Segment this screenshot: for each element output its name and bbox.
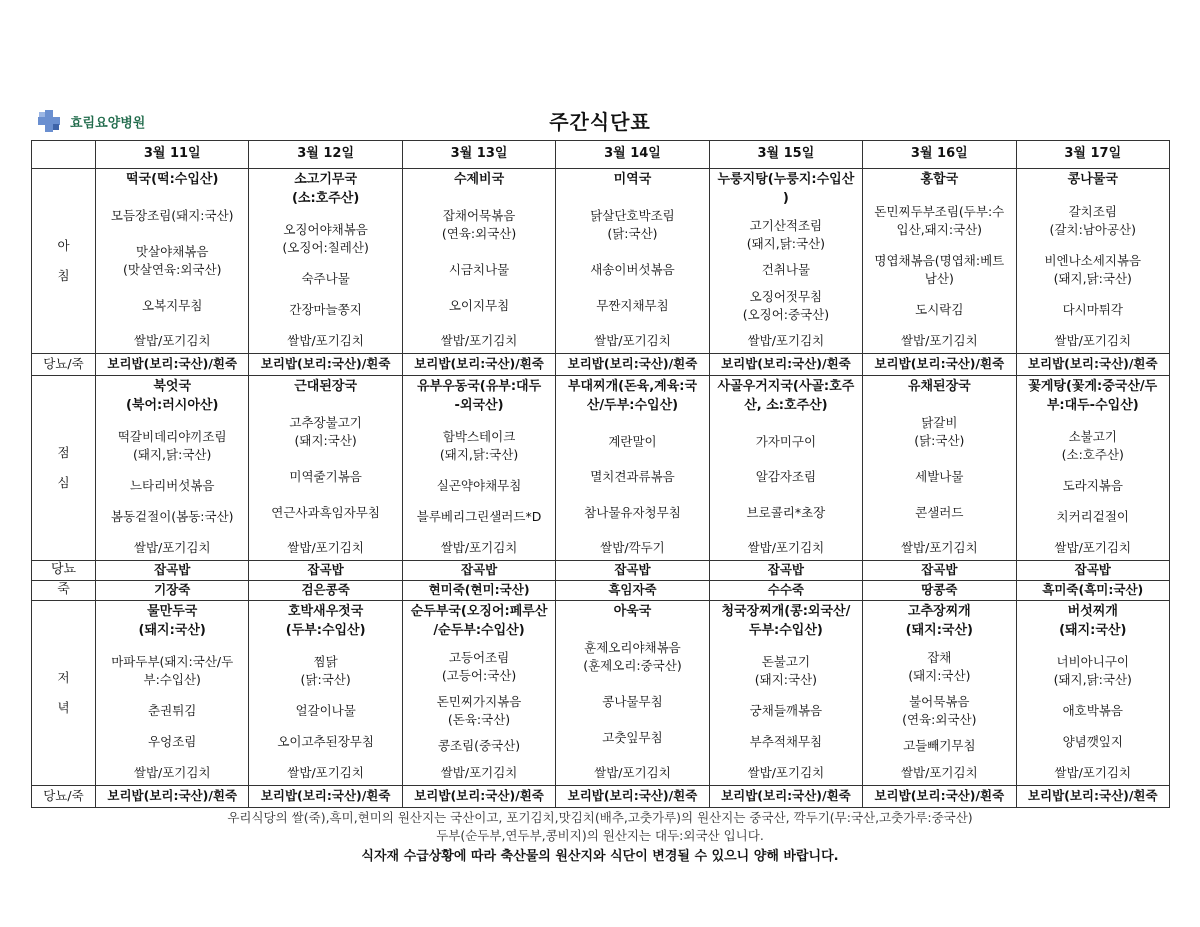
- breakfast-gruel-cell: 보리밥(보리:국산)/흰죽: [402, 354, 555, 376]
- menu-cell: [863, 376, 1016, 561]
- side-dish: 콩나물무침: [602, 693, 663, 709]
- side-dish: 쌀밥/포기김치: [900, 333, 978, 349]
- main-dish: 누룽지탕(누룽지:수입산 ): [717, 172, 855, 206]
- lunch-label-1: 점: [57, 444, 70, 460]
- dinner-gruel-label: 당뇨/죽: [32, 786, 96, 808]
- side-dish: 고추장불고기 (돼지:국산): [289, 414, 362, 449]
- menu-cell: [249, 376, 402, 561]
- menu-cell: [402, 601, 555, 786]
- origin-note-2: 두부(순두부,연두부,콩비지)의 원산지는 대두:외국산 입니다.: [436, 828, 764, 843]
- lunch-diabetic-cell: 잡곡밥: [709, 561, 862, 581]
- main-dish: 청국장찌개(콩:외국산/ 두부:수입산): [721, 604, 851, 638]
- main-dish: 소고기무국 (소:호주산): [291, 172, 360, 206]
- side-dish: 궁채들깨볶음: [749, 702, 823, 718]
- notice: 식자재 수급상황에 따라 축산물의 원산지와 식단이 변경될 수 있으니 양해 바랍니다.: [361, 849, 839, 864]
- side-dish: 무짠지채무침: [596, 297, 669, 313]
- side-dish: 쌀밥/포기김치: [594, 333, 671, 349]
- side-dish: 멸치견과류볶음: [590, 469, 675, 485]
- dinner-gruel-row: [32, 786, 1170, 808]
- lunch-label: [32, 376, 96, 561]
- side-dish: 오징어젓무침 (오징어:중국산): [742, 288, 830, 322]
- day-header: 3월 12일: [249, 141, 402, 169]
- dinner-label-2: 녁: [57, 700, 70, 715]
- side-dish: 봄동겉절이(봄동:국산): [110, 509, 234, 525]
- side-dish: 고들빼기무침: [903, 738, 976, 754]
- main-dish: 버섯찌개 (돼지:국산): [1059, 604, 1127, 638]
- side-dish: 쌀밥/포기김치: [747, 540, 825, 556]
- side-dish: 오복지무침: [142, 297, 203, 313]
- side-dish: 쌀밥/포기김치: [287, 540, 364, 556]
- breakfast-gruel-cell: 보리밥(보리:국산)/흰죽: [249, 354, 402, 376]
- dinner-gruel-cell: 보리밥(보리:국산)/흰죽: [249, 786, 402, 808]
- lunch-gruel-cell: 땅콩죽: [863, 581, 1016, 601]
- main-dish: 미역국: [613, 172, 652, 188]
- menu-cell: [402, 169, 555, 354]
- lunch-gruel-cell: 현미죽(현미:국산): [402, 581, 555, 601]
- corner-cell: [32, 141, 96, 169]
- menu-cell: [709, 601, 862, 786]
- dinner-gruel-cell: 보리밥(보리:국산)/흰죽: [709, 786, 862, 808]
- side-dish: 치커리겉절이: [1056, 509, 1129, 525]
- hospital-name: 효림요양병원: [70, 115, 146, 131]
- side-dish: 돈민찌가지볶음 (돈육:국산): [436, 693, 522, 727]
- side-dish: 오징어야채볶음 (오징어:칠레산): [282, 221, 369, 256]
- day-header: 3월 17일: [1016, 141, 1169, 169]
- weekly-menu-table: [31, 140, 1170, 808]
- menu-cell: [556, 601, 709, 786]
- menu-cell: [249, 169, 402, 354]
- main-dish: 수제비국: [453, 172, 505, 188]
- side-dish: 쌀밥/포기김치: [1054, 540, 1132, 556]
- dinner-label-1: 저: [57, 669, 70, 685]
- main-dish: 부대찌개(돈육,계육:국 산/두부:수입산): [567, 379, 698, 413]
- side-dish: 도라지볶음: [1062, 477, 1123, 493]
- menu-cell: [249, 601, 402, 786]
- side-dish: 세발나물: [915, 468, 964, 484]
- main-dish: 북엇국 (북어:러시아산): [125, 379, 219, 413]
- side-dish: 닭살단호박조림 (닭:국산): [590, 207, 675, 242]
- breakfast-gruel-cell: 보리밥(보리:국산)/흰죽: [556, 354, 709, 376]
- lunch-diabetic-cell: 잡곡밥: [96, 561, 249, 581]
- day-header: 3월 11일: [96, 141, 249, 169]
- main-dish: 유채된장국: [907, 379, 971, 395]
- menu-cell: [863, 169, 1016, 354]
- side-dish: 훈제오리야채볶음 (훈제오리:중국산): [583, 639, 682, 674]
- main-dish: 순두부국(오징어:페루산 /순두부:수입산): [410, 604, 548, 638]
- lunch-label-2: 심: [57, 475, 70, 490]
- side-dish: 콩조림(중국산): [437, 738, 521, 754]
- side-dish: 알감자조림: [755, 469, 817, 485]
- dinner-gruel-cell: 보리밥(보리:국산)/흰죽: [402, 786, 555, 808]
- side-dish: 떡갈비데리야끼조림 (돼지,닭:국산): [117, 428, 227, 463]
- lunch-diabetic-row: [32, 561, 1170, 581]
- side-dish: 느타리버섯볶음: [129, 477, 215, 493]
- lunch-diabetic-label: 당뇨: [32, 561, 96, 581]
- side-dish: 쌀밥/포기김치: [1054, 765, 1132, 781]
- side-dish: 명엽채볶음(명엽채:베트 남산): [874, 252, 1005, 286]
- side-dish: 쌀밥/포기김치: [747, 333, 825, 349]
- side-dish: 쌀밥/포기김치: [287, 765, 364, 781]
- side-dish: 새송이버섯볶음: [590, 261, 675, 277]
- side-dish: 간장마늘쫑지: [289, 302, 362, 318]
- side-dish: 쌀밥/포기김치: [1054, 333, 1132, 349]
- breakfast-gruel-cell: 보리밥(보리:국산)/흰죽: [863, 354, 1016, 376]
- side-dish: 숙주나물: [301, 270, 350, 286]
- dinner-label: [32, 601, 96, 786]
- menu-cell: [1016, 376, 1169, 561]
- side-dish: 블루베리그린샐러드*D: [416, 509, 542, 525]
- side-dish: 콘샐러드: [915, 504, 964, 520]
- side-dish: 미역줄기볶음: [289, 468, 362, 484]
- breakfast-gruel-cell: 보리밥(보리:국산)/흰죽: [709, 354, 862, 376]
- dinner-gruel-cell: 보리밥(보리:국산)/흰죽: [96, 786, 249, 808]
- lunch-gruel-cell: 흑임자죽: [556, 581, 709, 601]
- side-dish: 너비아니구이 (돼지,닭:국산): [1053, 653, 1132, 688]
- menu-cell: [96, 169, 249, 354]
- lunch-row: [32, 376, 1170, 561]
- side-dish: 고춧잎무침: [602, 729, 663, 745]
- breakfast-gruel-cell: 보리밥(보리:국산)/흰죽: [1016, 354, 1169, 376]
- lunch-diabetic-cell: 잡곡밥: [402, 561, 555, 581]
- side-dish: 부추적채무침: [749, 734, 823, 750]
- side-dish: 쌀밥/깍두기: [600, 540, 665, 556]
- side-dish: 맛살야채볶음 (맛살연육:외국산): [122, 243, 222, 277]
- menu-cell: [96, 376, 249, 561]
- lunch-diabetic-cell: 잡곡밥: [556, 561, 709, 581]
- lunch-gruel-label: 죽: [32, 581, 96, 601]
- side-dish: 함박스테이크 (돼지,닭:국산): [439, 428, 519, 463]
- lunch-diabetic-cell: 잡곡밥: [249, 561, 402, 581]
- side-dish: 오이고추된장무침: [277, 734, 374, 750]
- breakfast-label-1: 아: [57, 237, 70, 253]
- side-dish: 가자미구이: [755, 433, 817, 449]
- side-dish: 쌀밥/포기김치: [133, 333, 211, 349]
- side-dish: 건취나물: [761, 262, 811, 278]
- side-dish: 닭갈비 (닭:국산): [914, 414, 965, 449]
- side-dish: 춘권튀김: [148, 702, 197, 718]
- side-dish: 쌀밥/포기김치: [440, 540, 518, 556]
- side-dish: 오이지무침: [448, 297, 510, 313]
- main-dish: 유부우동국(유부:대두 -외국산): [416, 379, 542, 413]
- main-dish: 아욱국: [613, 604, 652, 620]
- breakfast-gruel-label: 당뇨/죽: [32, 354, 96, 376]
- main-dish: 근대된장국: [294, 379, 358, 395]
- lunch-gruel-row: [32, 581, 1170, 601]
- breakfast-label-2: 침: [57, 268, 70, 283]
- side-dish: 우엉조림: [148, 734, 197, 750]
- breakfast-label: [32, 169, 96, 354]
- main-dish: 호박새우젓국 (두부:수입산): [285, 604, 366, 638]
- side-dish: 쌀밥/포기김치: [594, 765, 671, 781]
- menu-cell: [402, 376, 555, 561]
- side-dish: 참나물유자청무침: [584, 504, 681, 520]
- side-dish: 잡채어묵볶음 (연육:외국산): [441, 207, 517, 242]
- main-dish: 떡국(떡:수입산): [125, 172, 219, 188]
- side-dish: 고기산적조림 (돼지,닭:국산): [746, 217, 826, 251]
- lunch-diabetic-cell: 잡곡밥: [863, 561, 1016, 581]
- lunch-gruel-cell: 수수죽: [709, 581, 862, 601]
- main-dish: 꽃게탕(꽃게:중국산/두 부:대두-수입산): [1028, 379, 1158, 413]
- lunch-diabetic-cell: 잡곡밥: [1016, 561, 1169, 581]
- day-header: 3월 13일: [402, 141, 555, 169]
- side-dish: 양념깻잎지: [1062, 734, 1123, 750]
- main-dish: 고추장찌개 (돼지:국산): [905, 604, 973, 638]
- side-dish: 쌀밥/포기김치: [747, 765, 825, 781]
- side-dish: 시금치나물: [448, 261, 510, 277]
- page-title: 주간식단표: [549, 110, 651, 134]
- dinner-row: [32, 601, 1170, 786]
- main-dish: 콩나물국: [1067, 172, 1118, 188]
- side-dish: 돈불고기 (돼지:국산): [754, 653, 818, 688]
- side-dish: 비엔나소세지볶음 (돼지,닭:국산): [1044, 252, 1142, 286]
- day-header: 3월 14일: [556, 141, 709, 169]
- side-dish: 불어묵볶음 (연육:외국산): [902, 693, 977, 727]
- side-dish: 실곤약야채무침: [436, 477, 522, 493]
- side-dish: 얼갈이나물: [295, 702, 356, 718]
- menu-cell: [709, 376, 862, 561]
- dinner-gruel-cell: 보리밥(보리:국산)/흰죽: [863, 786, 1016, 808]
- breakfast-gruel-cell: 보리밥(보리:국산)/흰죽: [96, 354, 249, 376]
- main-dish: 홍합국: [920, 172, 959, 188]
- breakfast-gruel-row: [32, 354, 1170, 376]
- day-header: 3월 15일: [709, 141, 862, 169]
- day-header-row: [32, 141, 1170, 169]
- lunch-gruel-cell: 검은콩죽: [249, 581, 402, 601]
- side-dish: 다시마튀각: [1062, 301, 1123, 317]
- breakfast-row: [32, 169, 1170, 354]
- side-dish: 도시락김: [915, 301, 964, 317]
- menu-cell: [96, 601, 249, 786]
- main-dish: 사골우거지국(사골:호주 산, 소:호주산): [717, 379, 855, 413]
- dinner-gruel-cell: 보리밥(보리:국산)/흰죽: [1016, 786, 1169, 808]
- side-dish: 쌀밥/포기김치: [287, 333, 364, 349]
- side-dish: 잡채 (돼지:국산): [908, 649, 971, 683]
- side-dish: 돈민찌두부조림(두부:수 입산,돼지:국산): [874, 203, 1005, 237]
- side-dish: 갈치조림 (갈치:남아공산): [1049, 203, 1136, 237]
- side-dish: 계란말이: [608, 433, 657, 449]
- side-dish: 고등어조림 (고등어:국산): [441, 649, 517, 683]
- main-dish: 물만두국 (돼지:국산): [138, 604, 206, 638]
- menu-cell: [556, 169, 709, 354]
- menu-cell: [1016, 169, 1169, 354]
- side-dish: 모듬장조림(돼지:국산): [110, 208, 234, 224]
- side-dish: 쌀밥/포기김치: [900, 540, 978, 556]
- side-dish: 연근사과흑임자무침: [271, 504, 380, 520]
- side-dish: 찜닭 (닭:국산): [300, 653, 351, 688]
- side-dish: 쌀밥/포기김치: [440, 333, 518, 349]
- side-dish: 쌀밥/포기김치: [440, 765, 518, 781]
- side-dish: 쌀밥/포기김치: [900, 765, 978, 781]
- side-dish: 마파두부(돼지:국산/두 부:수입산): [111, 653, 234, 688]
- lunch-gruel-cell: 흑미죽(흑미:국산): [1016, 581, 1169, 601]
- dinner-gruel-cell: 보리밥(보리:국산)/흰죽: [556, 786, 709, 808]
- side-dish: 소불고기 (소:호주산): [1061, 428, 1124, 463]
- side-dish: 애호박볶음: [1062, 702, 1123, 718]
- menu-cell: [709, 169, 862, 354]
- day-header: 3월 16일: [863, 141, 1016, 169]
- side-dish: 쌀밥/포기김치: [133, 540, 211, 556]
- menu-cell: [1016, 601, 1169, 786]
- side-dish: 쌀밥/포기김치: [133, 765, 211, 781]
- origin-note-1: 우리식당의 쌀(죽),흑미,현미의 원산지는 국산이고, 포기김치,맛김치(배추,고춧가루)의 원산지는 중국산, 깍두기(무:국산,고춧가루:중국산): [227, 810, 973, 825]
- lunch-gruel-cell: 기장죽: [96, 581, 249, 601]
- side-dish: 브로콜리*초장: [746, 504, 826, 520]
- menu-cell: [556, 376, 709, 561]
- menu-cell: [863, 601, 1016, 786]
